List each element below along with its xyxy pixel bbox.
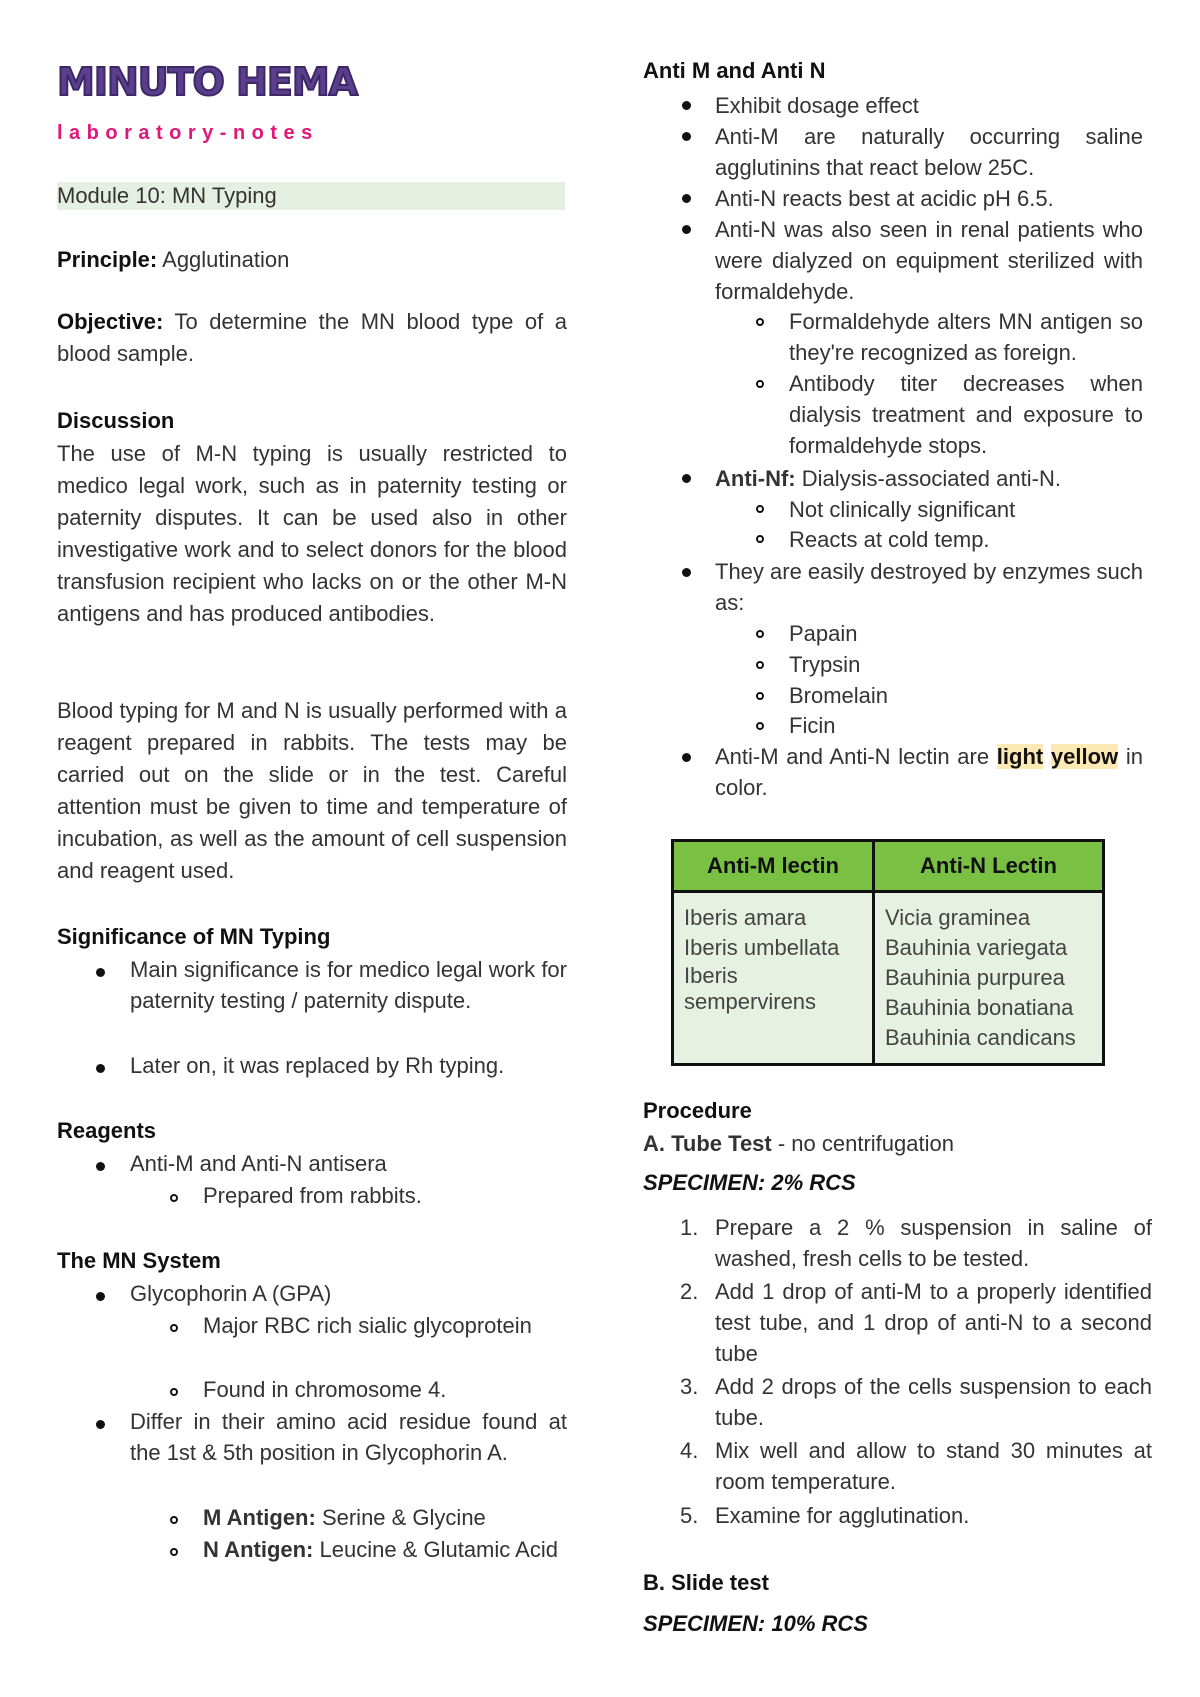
list-sub-item: Found in chromosome 4. (203, 1377, 447, 1402)
reagents-heading: Reagents (57, 1118, 157, 1143)
step-number: 2. (680, 1279, 699, 1304)
m-antigen-value: Serine & Glycine (315, 1505, 486, 1530)
lectin-table (671, 839, 1105, 1066)
lectin-item: Vicia graminea (885, 905, 1031, 930)
bullet-icon (682, 132, 691, 141)
bullet-icon (682, 568, 691, 577)
circle-bullet-icon (756, 722, 764, 730)
bullet-icon (96, 1064, 105, 1073)
circle-bullet-icon (756, 318, 764, 326)
table-header-anti-m: Anti-M lectin (673, 841, 874, 892)
list-item: Differ in their amino acid residue found at the 1st & 5th position in Glycophorin A. (130, 1409, 567, 1465)
principle-value: Agglutination (157, 247, 290, 272)
enzyme-item: Papain (789, 621, 858, 646)
objective (57, 306, 567, 370)
tube-test-label: A. Tube Test (643, 1131, 772, 1156)
list-item: Anti-N reacts best at acidic pH 6.5. (715, 186, 1054, 211)
specimen-b: SPECIMEN: 10% RCS (643, 1611, 868, 1636)
highlight-light: light (996, 744, 1044, 769)
bullet-icon (682, 225, 691, 234)
tagline: laboratory-notes (57, 122, 319, 144)
list-item: They are easily destroyed by enzymes such as: (715, 559, 1143, 615)
lectin-color-suffix: in color. (715, 744, 1143, 800)
bullet-icon (682, 474, 691, 483)
list-sub-item: Reacts at cold temp. (789, 527, 990, 552)
tube-test-heading (643, 1128, 1143, 1159)
step-number: 3. (680, 1374, 699, 1399)
discussion-paragraph-2: Blood typing for M and N is usually performed with a reagent prepared in rabbits. The tests may be carried out on the slide or in the test. Careful attention must be given to time and temperature of incubation, as well as the amount of cell suspension and reagent used. (57, 698, 567, 883)
lectin-item: Iberis umbellata (684, 935, 840, 960)
circle-bullet-icon (756, 630, 764, 638)
bullet-icon (96, 1162, 105, 1171)
circle-bullet-icon (170, 1324, 178, 1332)
procedure-heading: Procedure (643, 1098, 752, 1123)
m-antigen (203, 1502, 567, 1533)
anti-m-lectin-cell (673, 892, 874, 1065)
enzyme-item: Ficin (789, 713, 836, 738)
list-sub-item: Major RBC rich sialic glycoprotein (203, 1313, 532, 1338)
principle-label: Principle: (57, 247, 158, 272)
bullet-icon (682, 101, 691, 110)
n-antigen (203, 1534, 567, 1565)
specimen-a: SPECIMEN: 2% RCS (643, 1170, 856, 1195)
objective-label: Objective: (57, 309, 164, 334)
discussion-paragraph-1: The use of M-N typing is usually restricted to medico legal work, such as in paternity testing or paternity disputes. It can be used also in other investigative work and to select donors for the blood transfusion recipient who lacks on or the other M-N antigens and has produced antibodies. (57, 441, 567, 626)
discussion-heading: Discussion (57, 408, 175, 433)
anti-nf-value: Dialysis-associated anti-N. (795, 466, 1061, 491)
lectin-item: Iberis sempervirens (684, 963, 817, 1014)
step-number: 5. (680, 1503, 699, 1528)
circle-bullet-icon (170, 1194, 178, 1202)
circle-bullet-icon (170, 1548, 178, 1556)
table-header-anti-n: Anti-N Lectin (874, 841, 1104, 892)
lectin-color-text: Anti-M and Anti-N lectin are (715, 744, 997, 769)
circle-bullet-icon (756, 535, 764, 543)
logo: MINUTO HEMA (57, 60, 358, 104)
circle-bullet-icon (170, 1388, 178, 1396)
anti-m-anti-n-heading: Anti M and Anti N (643, 58, 826, 83)
module-title: Module 10: MN Typing (57, 182, 565, 210)
enzyme-item: Bromelain (789, 683, 889, 708)
tube-test-note: - no centrifugation (771, 1131, 954, 1156)
circle-bullet-icon (756, 380, 764, 388)
anti-nf-label: Anti-Nf: (715, 466, 796, 491)
list-item: Main significance is for medico legal work for paternity testing / paternity dispute. (130, 957, 567, 1013)
n-antigen-value: Leucine & Glutamic Acid (313, 1537, 558, 1562)
principle (57, 244, 567, 276)
enzyme-item: Trypsin (789, 652, 861, 677)
list-sub-item: Formaldehyde alters MN antigen so they're recognized as foreign. (789, 309, 1143, 365)
list-item: Exhibit dosage effect (715, 93, 919, 118)
bullet-icon (682, 194, 691, 203)
circle-bullet-icon (170, 1516, 178, 1524)
lectin-item: Bauhinia variegata (885, 935, 1068, 960)
mn-system-heading: The MN System (57, 1248, 221, 1273)
circle-bullet-icon (756, 692, 764, 700)
bullet-icon (96, 968, 105, 977)
list-item: Anti-N was also seen in renal patients who were dialyzed on equipment sterilized with formaldehyde. (715, 217, 1143, 304)
list-sub-item: Prepared from rabbits. (203, 1183, 422, 1208)
significance-heading: Significance of MN Typing (57, 924, 331, 949)
bullet-icon (682, 753, 691, 762)
highlight-yellow: yellow (1050, 744, 1119, 769)
procedure-step: Add 1 drop of anti-M to a properly identified test tube, and 1 drop of anti-N to a second tube (715, 1279, 1152, 1366)
list-sub-item: Antibody titer decreases when dialysis treatment and exposure to formaldehyde stops. (789, 371, 1143, 458)
procedure-step: Add 2 drops of the cells suspension to each tube. (715, 1374, 1152, 1430)
m-antigen-label: M Antigen: (203, 1505, 316, 1530)
objective-value: To determine the MN blood type of a blood sample. (57, 309, 567, 366)
n-antigen-label: N Antigen: (203, 1537, 314, 1562)
step-number: 4. (680, 1438, 699, 1463)
lectin-item: Bauhinia purpurea (885, 965, 1065, 990)
procedure-step: Examine for agglutination. (715, 1503, 970, 1528)
bullet-icon (96, 1292, 105, 1301)
anti-n-lectin-cell (874, 892, 1104, 1065)
circle-bullet-icon (756, 661, 764, 669)
procedure-step: Prepare a 2 % suspension in saline of washed, fresh cells to be tested. (715, 1215, 1152, 1271)
lectin-item: Bauhinia bonatiana (885, 995, 1074, 1020)
lectin-color-item (715, 741, 1143, 803)
list-item: Anti-M are naturally occurring saline agglutinins that react below 25C. (715, 124, 1143, 180)
slide-test-heading: B. Slide test (643, 1570, 769, 1595)
bullet-icon (96, 1420, 105, 1429)
procedure-step: Mix well and allow to stand 30 minutes at room temperature. (715, 1438, 1152, 1494)
list-item: Anti-M and Anti-N antisera (130, 1151, 387, 1176)
lectin-item: Iberis amara (684, 905, 807, 930)
list-item: Glycophorin A (GPA) (130, 1281, 332, 1306)
list-sub-item: Not clinically significant (789, 497, 1016, 522)
circle-bullet-icon (756, 505, 764, 513)
step-number: 1. (680, 1215, 699, 1240)
list-item: Later on, it was replaced by Rh typing. (130, 1053, 505, 1078)
anti-nf (715, 463, 1143, 494)
lectin-item: Bauhinia candicans (885, 1025, 1076, 1050)
